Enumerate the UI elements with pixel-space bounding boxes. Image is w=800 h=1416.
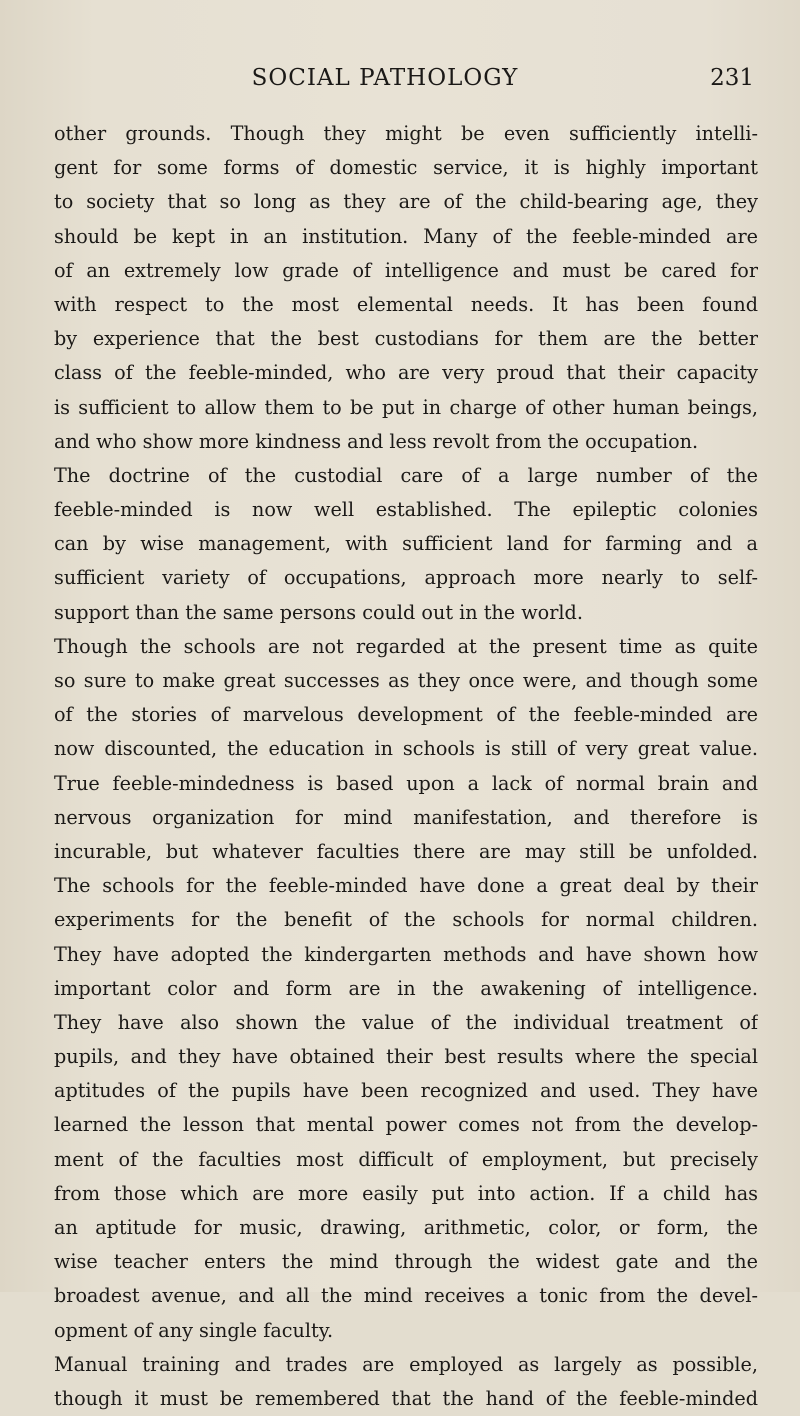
text-line: sufficient variety of occupations, approach more nearly to self- (54, 566, 758, 590)
text-line: nervous organization for mind manifestation, and therefore is (54, 805, 758, 829)
text-line: learned the lesson that mental power comes not from the develop- (54, 1113, 758, 1137)
text-line: of the stories of marvelous development of the feeble-minded are (54, 703, 758, 727)
text-line: can by wise management, with sufficient land for farming and a (54, 532, 758, 556)
text-line: from those which are more easily put into action. If a child has (54, 1181, 758, 1205)
page-number: 231 (710, 65, 754, 91)
text-line: though it must be remembered that the hand of the feeble-minded (54, 1386, 758, 1410)
text-line: The schools for the feeble-minded have done a great deal by their (54, 874, 758, 898)
text-line: class of the feeble-minded, who are very proud that their capacity (54, 361, 758, 385)
text-line: The doctrine of the custodial care of a large number of the (54, 463, 758, 487)
text-line: should be kept in an institution. Many of the feeble-minded are (54, 224, 758, 248)
text-line: broadest avenue, and all the mind receives a tonic from the devel- (54, 1284, 758, 1308)
running-title: SOCIAL PATHOLOGY (251, 65, 519, 91)
text-line: gent for some forms of domestic service, it is highly important (54, 156, 758, 180)
text-line: pupils, and they have obtained their best results where the special (54, 1045, 758, 1069)
text-line: is sufficient to allow them to be put in charge of other human beings, (54, 395, 758, 419)
text-line: so sure to make great successes as they once were, and though some (54, 669, 758, 692)
text-line: other grounds. Though they might be even sufficiently intelli- (54, 122, 758, 145)
running-head (0, 60, 800, 96)
text-line: support than the same persons could out in the world. (54, 600, 583, 624)
text-line: with respect to the most elemental needs. It has been found (54, 292, 758, 316)
text-line: ment of the faculties most difficult of employment, but precisely (54, 1147, 758, 1171)
text-line: experiments for the benefit of the schools for normal children. (54, 908, 758, 932)
text-line: They have adopted the kindergarten methods and have shown how (54, 942, 758, 966)
body-text (54, 117, 758, 1416)
text-line: important color and form are in the awakening of intelligence. (54, 976, 758, 1000)
text-line: True feeble-mindedness is based upon a lack of normal brain and (54, 771, 758, 795)
text-line: wise teacher enters the mind through the widest gate and the (54, 1250, 758, 1274)
text-line: Though the schools are not regarded at the present time as quite (54, 634, 758, 658)
text-line: an aptitude for music, drawing, arithmetic, color, or form, the (54, 1216, 758, 1239)
text-line: They have also shown the value of the individual treatment of (54, 1010, 758, 1034)
text-line: aptitudes of the pupils have been recognized and used. They have (54, 1079, 758, 1103)
text-line: incurable, but whatever faculties there are may still be unfolded. (54, 839, 758, 863)
text-line: and who show more kindness and less revolt from the occupation. (54, 429, 699, 453)
text-line: to society that so long as they are of the child-bearing age, they (54, 190, 758, 214)
text-line: of an extremely low grade of intelligence and must be cared for (54, 258, 758, 282)
text-line: Manual training and trades are employed as largely as possible, (54, 1352, 758, 1376)
text-line: by experience that the best custodians for them are the better (54, 327, 758, 351)
text-line: feeble-minded is now well established. The epileptic colonies (54, 498, 758, 522)
text-line: now discounted, the education in schools is still of very great value. (54, 737, 758, 761)
text-line: opment of any single faculty. (54, 1318, 334, 1342)
